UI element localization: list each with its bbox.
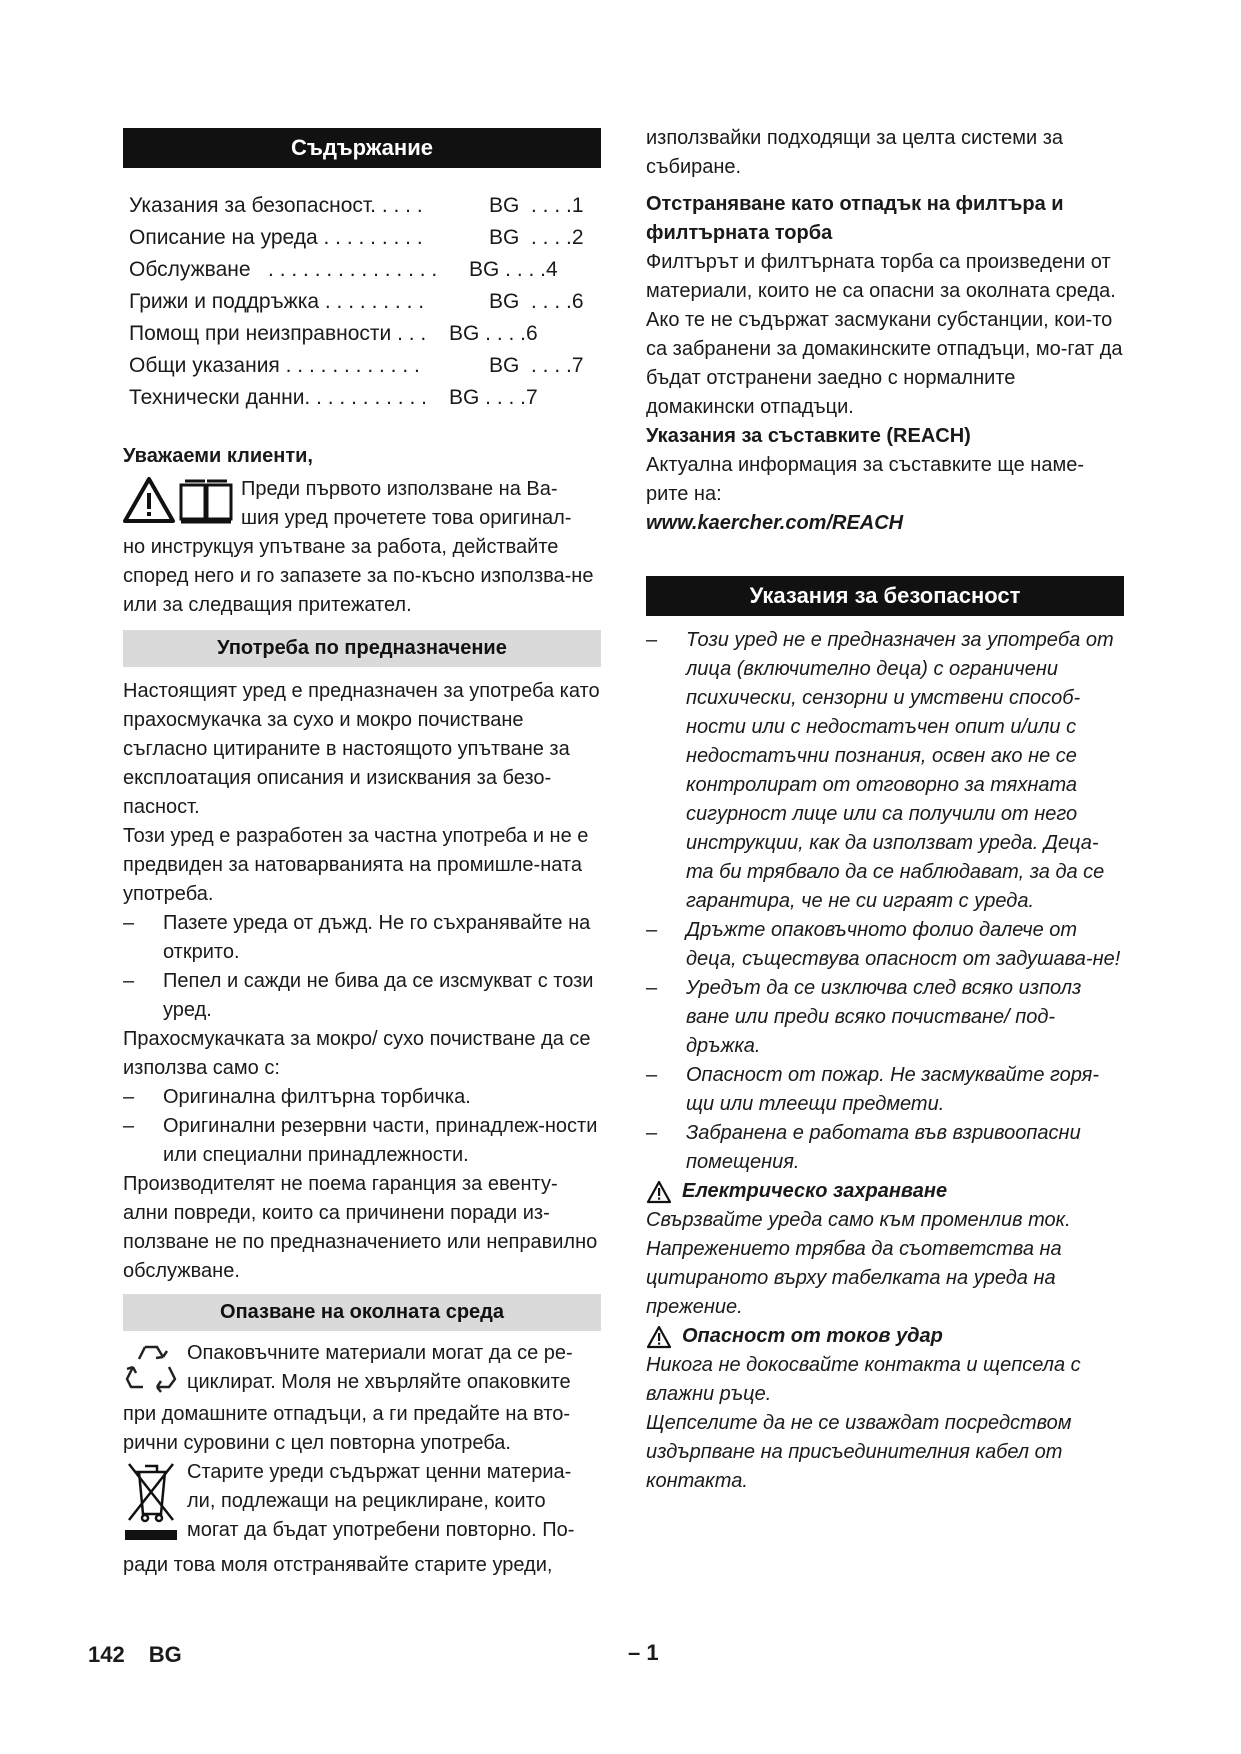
manual-book-icon	[181, 481, 231, 522]
toc-row[interactable]	[129, 350, 595, 382]
section-title-intended-use: Употреба по предназначение	[123, 630, 601, 667]
toc-label: Общи указания . . . . . . . . . . . .	[129, 354, 420, 377]
toc-ref: BG . . . .6	[489, 290, 584, 313]
list-item: – Забранена е работата във взривоопасни помещения.	[646, 1119, 1124, 1177]
power-heading	[646, 1177, 1124, 1206]
weee-text: ради това моля отстранявайте старите уреди,	[123, 1554, 553, 1576]
manual-icons	[123, 475, 241, 533]
toc-row[interactable]	[129, 254, 595, 286]
section-title-safety: Указания за безопасност	[646, 576, 1124, 616]
toc-label: Грижи и поддръжка . . . . . . . . .	[129, 290, 425, 313]
power-heading-text: Електрическо захранване	[682, 1180, 948, 1202]
intro-text: но инструкцуя упътване за работа, действайте според него и го запазете за по-късно използва-не или за следващия притежател.	[123, 536, 594, 616]
reach-link[interactable]: www.kaercher.com/REACH	[646, 512, 904, 534]
page-number: 142	[88, 1642, 125, 1667]
toc-label: Указания за безопасност. . . . .	[129, 194, 423, 217]
toc-label: Помощ при неизправности . . .	[129, 322, 427, 345]
reach-heading: Указания за съставките (REACH)	[646, 425, 971, 447]
toc-label: Технически данни. . . . . . . . . . .	[129, 386, 427, 409]
list-item: – Дръжте опаковъчното фолио далече от деца, съществува опасност от задушава-не!	[646, 916, 1124, 974]
toc-row[interactable]	[129, 190, 595, 222]
page-footer	[88, 1642, 182, 1668]
filter-heading: Отстраняване като отпадък на филтъра и филтърната торба	[646, 193, 1064, 244]
shock-heading	[646, 1322, 1124, 1351]
weee-crossed-bin-icon	[123, 1458, 179, 1546]
shock-p1: Никога не докосвайте контакта и щепсела с влажни ръце.	[646, 1354, 1081, 1405]
filter-p2: Ако те не съдържат засмукани субстанции, кои-то са забранени за домакинските отпадъци, мо-гат да бъдат отстранени заедно с нормалните домакински отпадъци.	[646, 309, 1123, 418]
toc-row[interactable]	[129, 318, 595, 350]
power-text: Свързвайте уреда само към променлив ток. Напрежението трябва да съответства на цитираното върху табелката на уреда на прежение.	[646, 1209, 1071, 1318]
intended-use-p2: Този уред е разработен за частна употреба и не е предвиден за натоварванията на промишле-ната употреба.	[123, 825, 589, 905]
recycle-notice	[123, 1339, 601, 1400]
list-item: – Уредът да се изключва след всяко използ ване или преди всяко почистване/ под-дръжка.	[646, 974, 1124, 1061]
shock-heading-text: Опасност от токов удар	[682, 1325, 943, 1347]
shock-p2: Щепселите да не се изваждат посредством издърпване на присъединителния кабел от контакта.	[646, 1412, 1072, 1492]
section-page-number: – 1	[628, 1640, 659, 1665]
toc-ref: BG . . . .7	[489, 354, 584, 377]
warning-triangle-icon	[646, 1180, 672, 1204]
weee-line-a: Старите уреди съдържат ценни материа-	[187, 1461, 572, 1483]
table-of-contents	[129, 180, 595, 414]
list-item: – Този уред не е предназначен за употреба от лица (включително деца) с ограничени психически, сензорни и умствени способ-ности или с недостатъчен опит и/или с недостатъчни познания, освен ако не се контролират от отговорно за тяхната сигурност лице или са получили от него инструкции, как да използват уреда. Деца-та би трябвало да се наблюдават, за да се гарантира, че не си играят с уреда.	[646, 626, 1124, 916]
list-item: – Пепел и сажди не бива да се изсмукват с този уред.	[123, 967, 601, 1025]
right-column	[646, 124, 1124, 1496]
list-item: – Оригинална филтърна торбичка.	[123, 1083, 601, 1112]
intro-lead-b: шия уред прочетете това оригинал-	[241, 507, 572, 529]
toc-row[interactable]	[129, 222, 595, 254]
recycle-icon	[123, 1339, 179, 1395]
toc-title: Съдържание	[123, 128, 601, 168]
toc-ref: BG . . . .7	[449, 386, 538, 409]
intended-use-p3: Прахосмукачката за мокро/ сухо почистване да се използва само с:	[123, 1028, 591, 1079]
list-item: – Оригинални резервни части, принадлеж-ности или специални принадлежности.	[123, 1112, 601, 1170]
list-item: – Опасност от пожар. Не засмуквайте горя-щи или тлеещи предмети.	[646, 1061, 1124, 1119]
toc-row[interactable]	[129, 286, 595, 318]
warning-triangle-icon	[646, 1325, 672, 1349]
toc-ref: BG . . . .1	[489, 194, 584, 217]
continuation-text: използвайки подходящи за целта системи за събиране.	[646, 127, 1064, 178]
toc-row[interactable]	[129, 382, 595, 414]
intended-use-p4: Производителят не поема гаранция за евенту-ални повреди, които са причинени поради из-ползване не по предназначението или неправилно обслужване.	[123, 1173, 598, 1282]
read-manual-notice	[123, 475, 601, 533]
recycle-line-b: циклират. Моля не хвърляйте опаковките	[187, 1371, 571, 1393]
recycle-text: при домашните отпадъци, а ги предайте на вто-рични суровини с цел повторна употреба.	[123, 1403, 571, 1454]
toc-ref: BG . . . .2	[489, 226, 584, 249]
greeting: Уважаеми клиенти,	[123, 445, 313, 467]
intro-lead-a: Преди първото използване на Ва-	[241, 478, 558, 500]
warning-triangle-icon	[123, 475, 235, 525]
toc-ref: BG . . . .4	[469, 258, 558, 281]
toc-label: Описание на уреда . . . . . . . . .	[129, 226, 423, 249]
weee-line-b: ли, подлежащи на рециклиране, които	[187, 1490, 546, 1512]
weee-notice	[123, 1458, 601, 1551]
left-column	[123, 128, 601, 1580]
filter-p1: Филтърът и филтърната торба са произведени от материали, които не са опасни за околната среда.	[646, 251, 1116, 302]
language-code: BG	[148, 1642, 182, 1667]
section-title-environment: Опазване на околната среда	[123, 1294, 601, 1331]
list-item: – Пазете уреда от дъжд. Не го съхранявайте на открито.	[123, 909, 601, 967]
intended-use-p1: Настоящият уред е предназначен за употреба като прахосмукачка за сухо и мокро почистване съгласно цитираните в настоящото упътване за експлоатация описания и изисквания за безо-пасност.	[123, 680, 600, 818]
recycle-line-a: Опаковъчните материали могат да се ре-	[187, 1342, 573, 1364]
toc-label: Обслужване . . . . . . . . . . . . . . .	[129, 258, 438, 281]
toc-ref: BG . . . .6	[449, 322, 538, 345]
weee-line-c: могат да бъдат употребени повторно. По-	[187, 1519, 575, 1541]
reach-text: Актуална информация за съставките ще наме-рите на:	[646, 454, 1084, 505]
